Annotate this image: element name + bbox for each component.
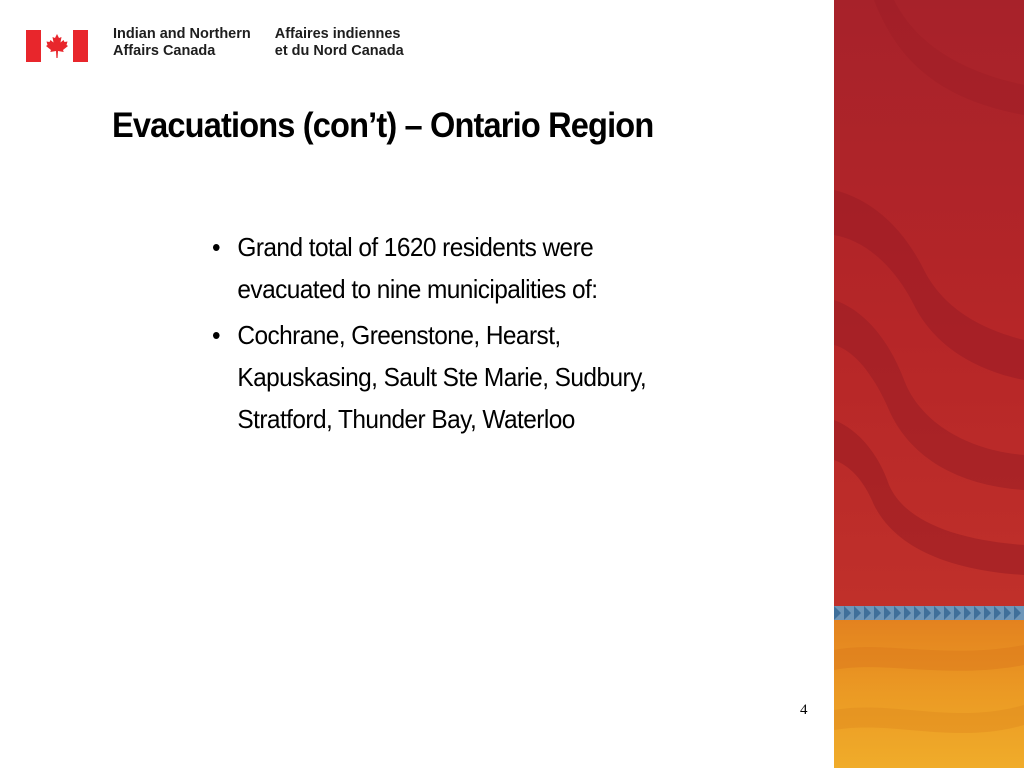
page-number: 4 — [800, 702, 808, 718]
bullet-line: Cochrane, Greenstone, Hearst, — [237, 320, 561, 350]
government-wordmark — [26, 26, 404, 66]
bullet-item — [212, 314, 738, 440]
bullet-line: Stratford, Thunder Bay, Waterloo — [237, 404, 575, 434]
bullet-list — [212, 226, 772, 444]
org-name-french-line2: et du Nord Canada — [274, 43, 404, 59]
canada-flag-icon — [26, 30, 88, 62]
org-name-english-line1: Indian and Northern — [113, 26, 251, 42]
bullet-symbol: • — [212, 232, 221, 262]
bullet-line: Kapuskasing, Sault Ste Marie, Sudbury, — [237, 362, 647, 392]
org-name-french-line1: Affaires indiennes — [274, 26, 401, 42]
bullet-item — [212, 226, 738, 310]
slide-title: Evacuations (con’t) – Ontario Region — [112, 106, 654, 145]
decorative-side-panel — [834, 0, 1024, 768]
org-name-english-line2: Affairs Canada — [113, 43, 216, 59]
bullet-line: Grand total of 1620 residents were — [237, 232, 594, 262]
org-name-french — [275, 26, 404, 60]
decorative-pattern-graphic — [834, 0, 1024, 768]
org-name-english — [113, 26, 251, 60]
bullet-symbol: • — [212, 320, 221, 350]
bullet-line: evacuated to nine municipalities of: — [237, 274, 598, 304]
